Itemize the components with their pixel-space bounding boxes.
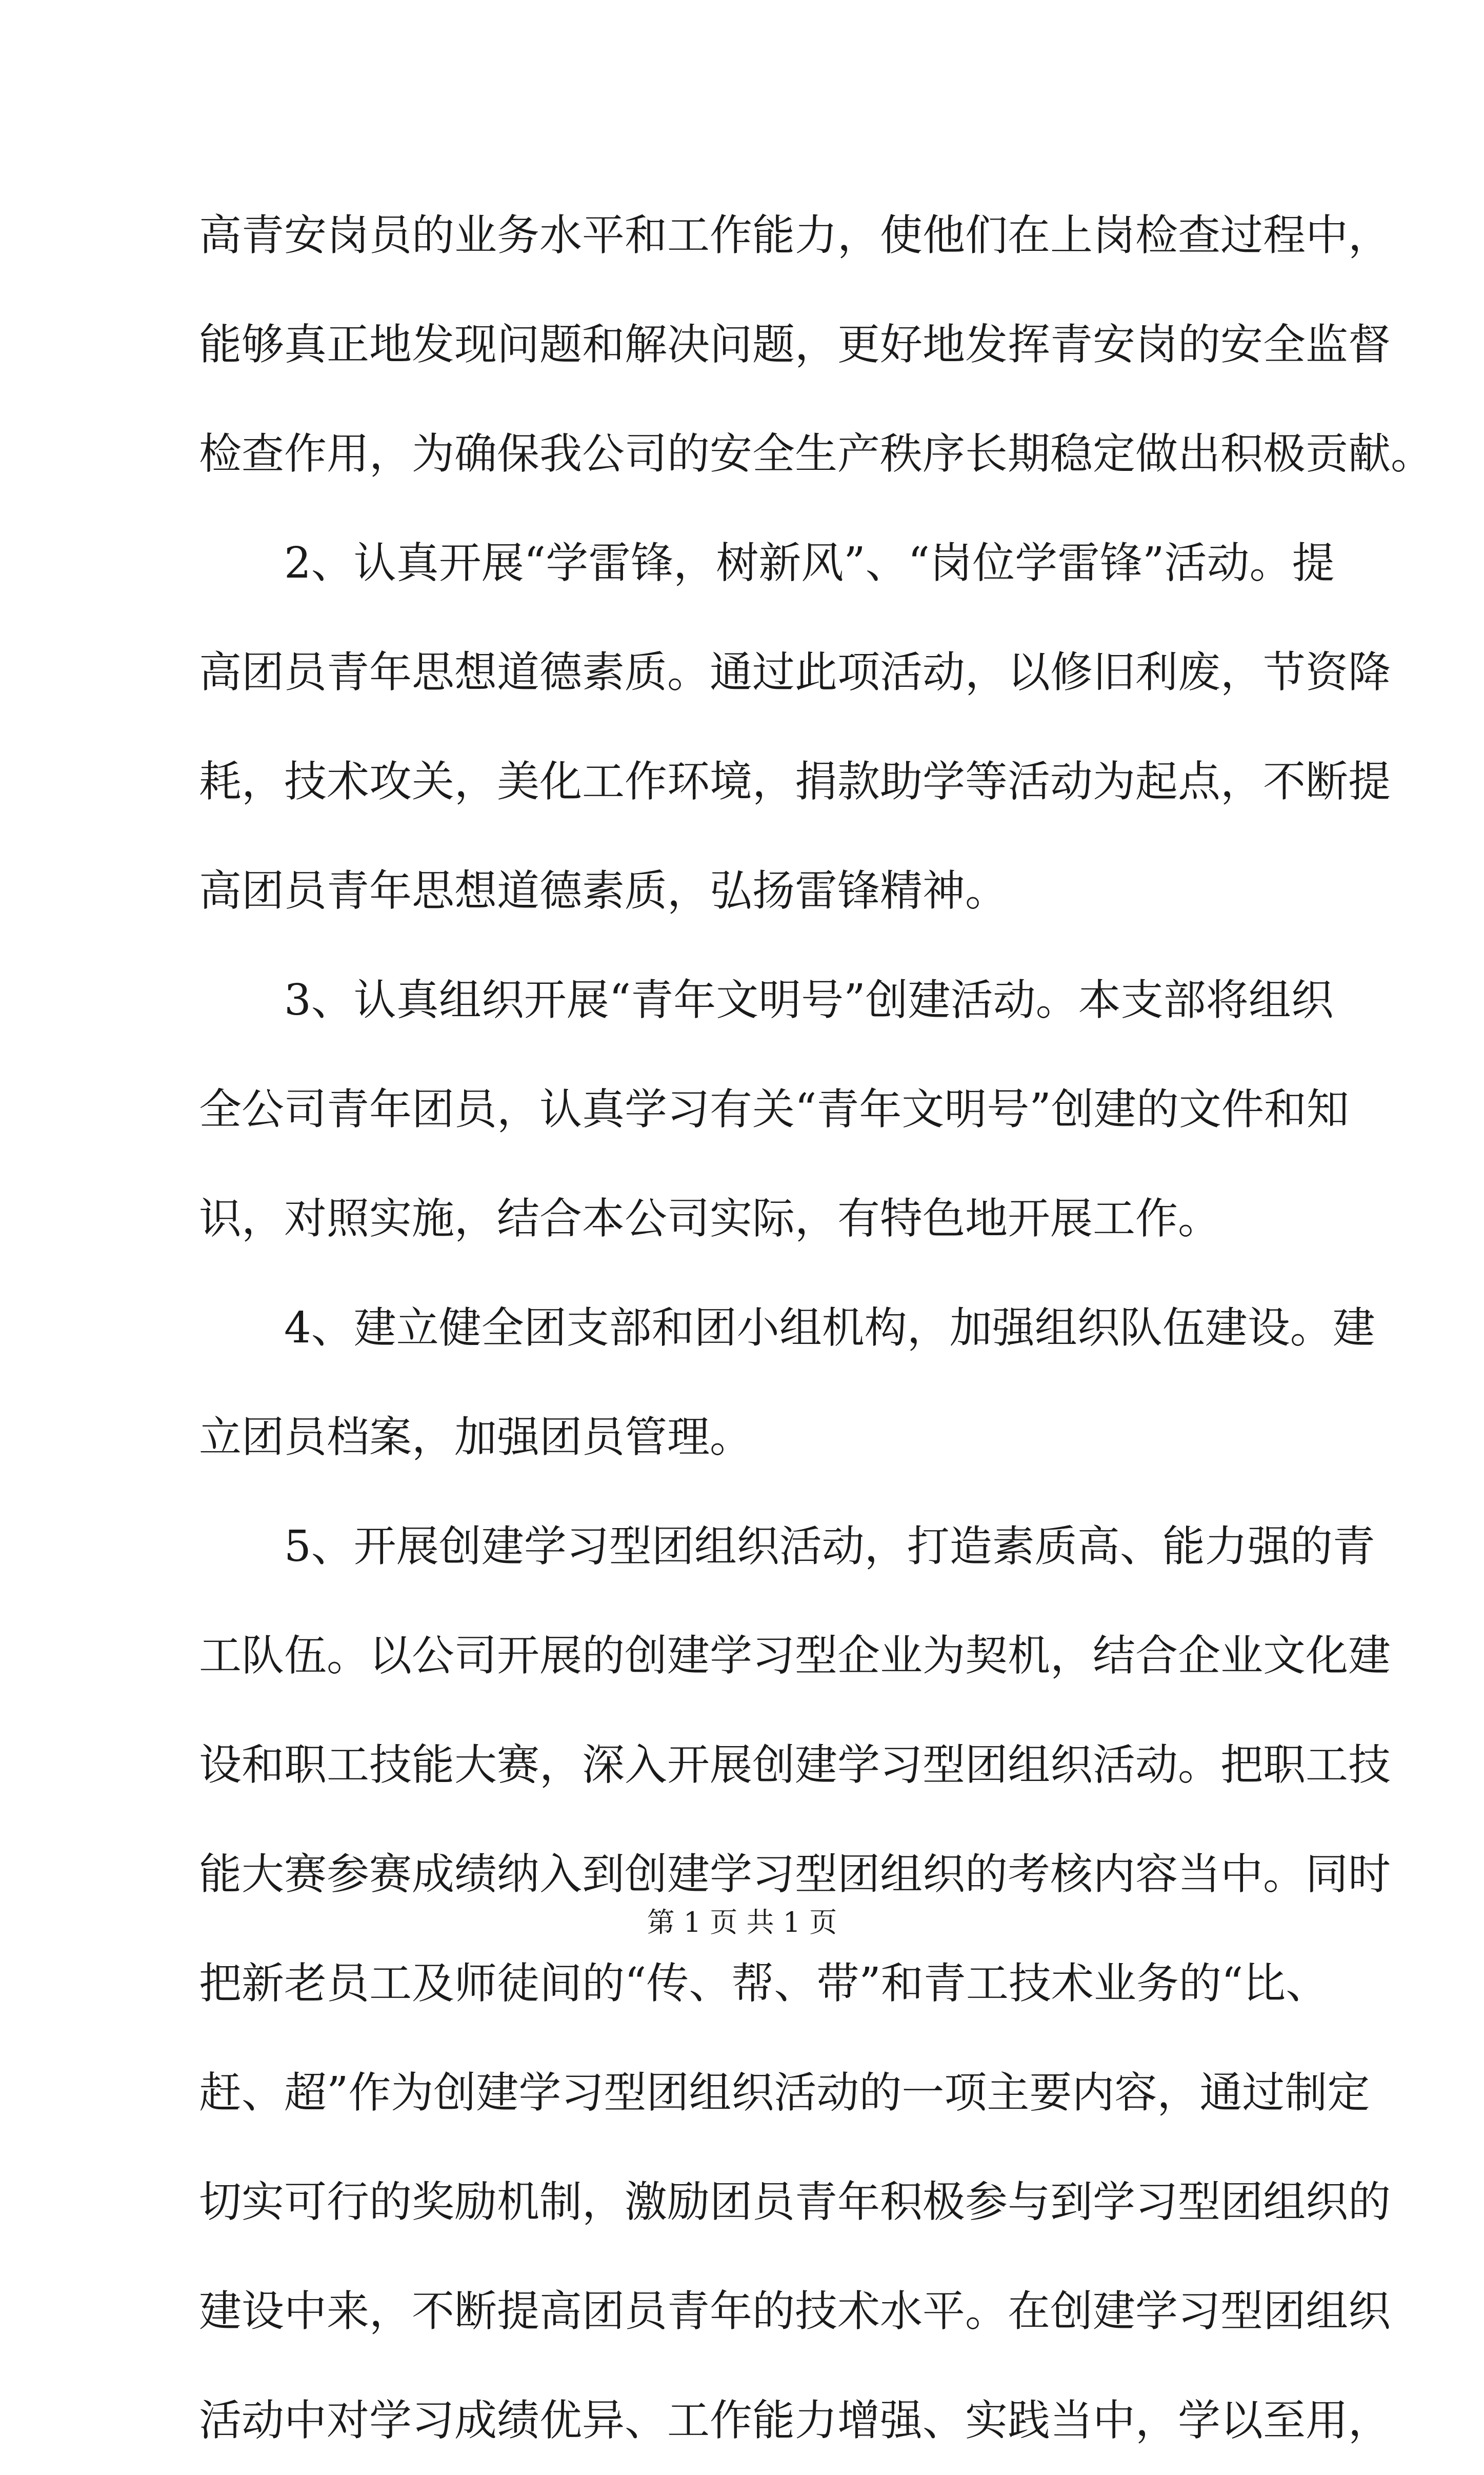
text-line: 高团员青年思想道德素质，弘扬雷锋精神。 xyxy=(199,866,1008,916)
text-line: 能大赛参赛成绩纳入到创建学习型团组织的考核内容当中。同时 xyxy=(199,1849,1391,1899)
text-line: 切实可行的奖励机制，激励团员青年积极参与到学习型团组织的 xyxy=(199,2177,1391,2227)
text-line: 检查作用，为确保我公司的安全生产秩序长期稳定做出积极贡献。 xyxy=(199,429,1433,479)
text-line: 赶、超”作为创建学习型团组织活动的一项主要内容，通过制定 xyxy=(199,2068,1370,2117)
text-line: 建设中来，不断提高团员青年的技术水平。在创建学习型团组织 xyxy=(199,2286,1391,2336)
page-footer xyxy=(0,1902,1484,1943)
text-line: 识，对照实施，结合本公司实际，有特色地开展工作。 xyxy=(199,1194,1220,1243)
text-line: 工队伍。以公司开展的创建学习型企业为契机，结合企业文化建 xyxy=(199,1631,1391,1680)
page-number-label: 第 1 页 共 1 页 xyxy=(647,1906,837,1938)
text-line: 立团员档案，加强团员管理。 xyxy=(199,1412,752,1462)
paragraph-4-first-line: 4、建立健全团支部和团小组机构，加强组织队伍建设。建 xyxy=(284,1303,1375,1353)
paragraph-5-first-line: 5、开展创建学习型团组织活动，打造素质高、能力强的青 xyxy=(284,1521,1375,1571)
text-line: 把新老员工及师徒间的“传、帮、带”和青工技术业务的“比、 xyxy=(199,1958,1329,2008)
text-line: 高团员青年思想道德素质。通过此项活动，以修旧利废，节资降 xyxy=(199,647,1391,697)
paragraph-3-first-line: 3、认真组织开展“青年文明号”创建活动。本支部将组织 xyxy=(284,975,1334,1025)
text-line: 设和职工技能大赛，深入开展创建学习型团组织活动。把职工技 xyxy=(199,1740,1391,1790)
paragraph-2-first-line: 2、认真开展“学雷锋，树新风”、“岗位学雷锋”活动。提 xyxy=(284,538,1335,588)
text-line: 全公司青年团员，认真学习有关“青年文明号”创建的文件和知 xyxy=(199,1084,1349,1134)
text-line: 能够真正地发现问题和解决问题，更好地发挥青安岗的安全监督 xyxy=(199,320,1391,369)
text-line: 高青安岗员的业务水平和工作能力，使他们在上岗检查过程中， xyxy=(199,210,1391,260)
document-body xyxy=(199,181,1433,2475)
text-line: 耗，技术攻关，美化工作环境，捐款助学等活动为起点，不断提 xyxy=(199,757,1391,806)
text-line: 活动中对学习成绩优异、工作能力增强、实践当中，学以至用， xyxy=(199,2395,1391,2445)
